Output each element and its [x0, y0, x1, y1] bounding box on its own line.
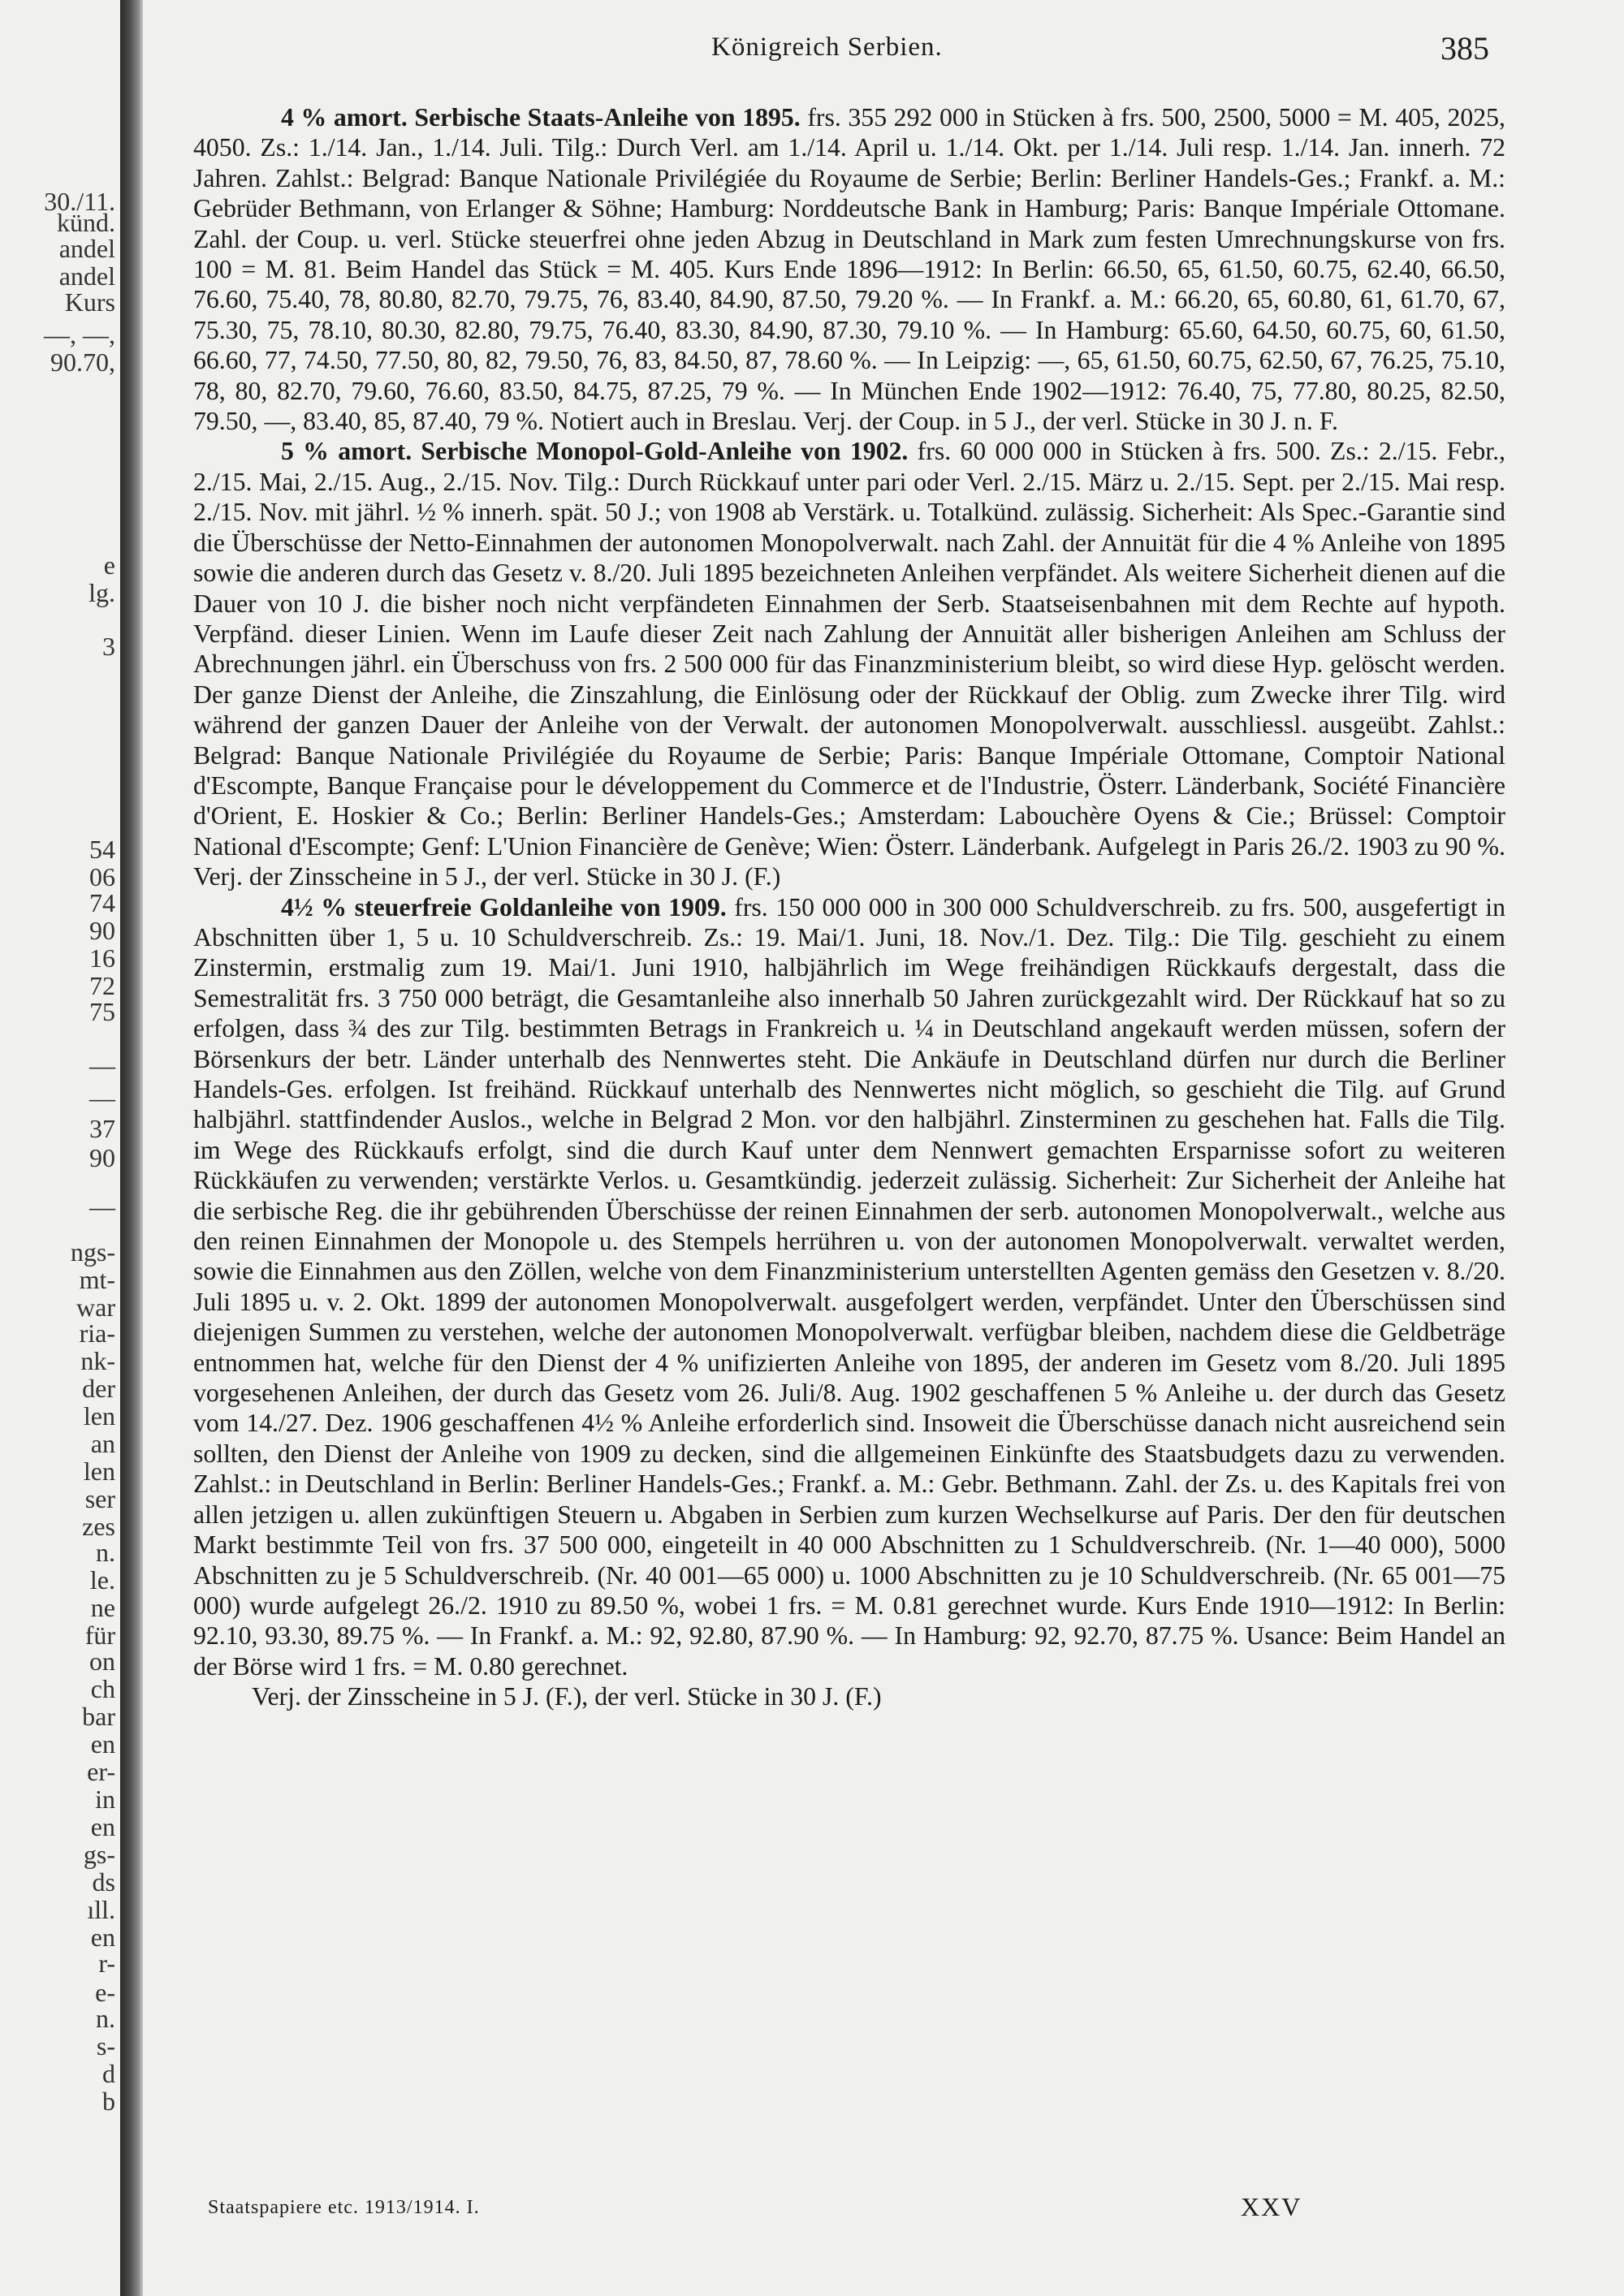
previous-page-fragment: 74	[89, 888, 115, 917]
previous-page-fragment: n.	[96, 2004, 115, 2033]
bond-entry-text	[193, 102, 1505, 436]
previous-page-fragment: 06	[89, 862, 115, 891]
previous-page-fragment: len	[83, 1401, 115, 1431]
previous-page-fragment: d	[102, 2059, 115, 2088]
previous-page-fragment: 90	[89, 1143, 115, 1172]
previous-page-fragment: in	[95, 1785, 115, 1814]
previous-page-fragment: 75	[89, 997, 115, 1026]
previous-page-fragment: ser	[84, 1484, 115, 1513]
previous-page-fragment: 90	[89, 916, 115, 945]
previous-page-fragment: le.	[89, 1565, 115, 1595]
previous-page-fragment: n.	[96, 1538, 115, 1567]
previous-page-fragment: s-	[96, 2031, 115, 2061]
bond-title: 4½ % steuerfreie Goldanleihe von 1909.	[281, 892, 727, 921]
body-text	[193, 102, 1505, 1712]
previous-page-fragment: mt-	[79, 1265, 115, 1294]
previous-page-margin	[0, 0, 120, 2296]
previous-page-fragment: ne	[90, 1593, 115, 1622]
bond-title: 5 % amort. Serbische Monopol-Gold-Anleihe von 1902.	[281, 437, 909, 466]
page-footer	[208, 2192, 1507, 2225]
previous-page-fragment: für	[84, 1621, 115, 1650]
previous-page-fragment: —	[89, 1083, 115, 1112]
bond-entry	[193, 102, 1505, 436]
page-number: 385	[1440, 30, 1489, 67]
previous-page-fragment: 54	[89, 835, 115, 864]
bond-note: Verj. der Zinsscheine in 5 J. (F.), der verl. Stücke in 30 J. (F.)	[252, 1682, 882, 1711]
bond-entry-text	[193, 436, 1505, 891]
running-head	[143, 32, 1624, 65]
previous-page-fragment: 90.70,	[50, 347, 115, 377]
bond-title: 4 % amort. Serbische Staats-Anleihe von 1895.	[281, 103, 801, 132]
previous-page-fragment: b	[102, 2087, 115, 2116]
previous-page-fragment: der	[82, 1374, 115, 1403]
previous-page-fragment: r-	[98, 1949, 115, 1978]
previous-page-fragment: bar	[82, 1702, 115, 1731]
previous-page-fragment: —, —,	[44, 320, 115, 349]
previous-page-fragment: lg.	[89, 578, 115, 607]
footer-publication: Staatspapiere etc. 1913/1914. I.	[208, 2197, 480, 2218]
previous-page-fragment: war	[76, 1293, 115, 1322]
document-page	[143, 0, 1624, 2296]
previous-page-fragment: on	[89, 1646, 115, 1676]
previous-page-fragment: e-	[95, 1978, 115, 2007]
bond-entry	[193, 436, 1505, 891]
previous-page-fragment: —	[89, 1192, 115, 1221]
previous-page-fragment: ds	[92, 1867, 115, 1897]
bond-description: frs. 355 292 000 in Stücken à frs. 500, 2500, 5000 = M. 405, 2025, 4050. Zs.: 1./14. Jan., 1./14. Juli. Tilg.: Durch Verl. am 1./14. April u. 1./14. Okt. per 1./14. Juli resp. 1./14. Jan. innerh. 72 Jahren. Zahlst.: Belgrad: Banque Nationale Privilégiée du Royaume de Serbie; Berlin: Berliner Handels-Ges.; Frankf. a. M.: Gebrüder Bethmann, von Erlanger & Söhne; Hamburg: Norddeutsche Bank in Hamburg; Paris: Banque Impériale Ottomane. Zahl. der Coup. u. verl. Stücke steuerfrei ohne jeden Abzug in Deutschland in Mark zum festen Umrechnungskurse von frs. 100 = M. 81. Beim Handel das Stück = M. 405. Kurs Ende 1896—1912: In Berlin: 66.50, 65, 61.50, 60.75, 62.40, 66.50, 76.60, 75.40, 78, 80.80, 82.70, 79.75, 76, 83.40, 84.90, 87.50, 79.20 %. — In Frankf. a. M.: 66.20, 65, 60.80, 61, 61.70, 67, 75.30, 75, 78.10, 80.30, 82.80, 79.75, 76.40, 83.30, 84.90, 87.30, 79.10 %. — In Hamburg: 65.60, 64.50, 60.75, 60, 61.50, 66.60, 77, 74.50, 77.50, 80, 82, 79.50, 76, 83, 84.50, 87, 78.60 %. — In Leipzig: —, 65, 61.50, 60.75, 62.50, 67, 76.25, 75.10, 78, 80, 82.70, 79.60, 76.60, 83.50, 84.75, 87.25, 79 %. — In München Ende 1902—1912: 76.40, 75, 77.80, 80.25, 82.50, 79.50, —, 83.40, 85, 87.40, 79 %. Notiert auch in Breslau. Verj. der Coup. in 5 J., der verl. Stücke in 30 J. n. F.	[193, 103, 1505, 436]
previous-page-fragment: andel	[58, 234, 115, 263]
previous-page-fragment: nk-	[80, 1346, 115, 1375]
previous-page-fragment: e	[103, 550, 115, 580]
previous-page-fragment: —	[89, 1051, 115, 1080]
previous-page-fragment: ıll.	[87, 1895, 115, 1924]
bond-description: frs. 150 000 000 in 300 000 Schuldverschreib. zu frs. 500, ausgefertigt in Abschnitten über 1, 5 u. 10 Schuldverschreib. Zs.: 19. Mai/1. Juni, 18. Nov./1. Dez. Tilg.: Die Tilg. geschieht zu einem Zinstermin, erstmalig zum 19. Mai/1. Juni 1910, halbjährlich im Wege freihändigen Rückkaufs dergestalt, dass die Semestralität frs. 3 750 000 beträgt, die Gesamtanleihe also innerhalb 50 Jahren zurückgezahlt wird. Der Rückkauf hat so zu erfolgen, dass ¾ des zur Tilg. bestimmten Betrags in Frankreich u. ¼ in Deutschland angekauft werden müssen, sofern der Börsenkurs der betr. Länder unterhalb des Nennwertes steht. Die Ankäufe in Deutschland dürfen nur durch die Berliner Handels-Ges. erfolgen. Ist freihänd. Rückkauf unterhalb des Nennwertes nicht möglich, so geschieht die Tilg. auf Grund halbjährl. stattfindender Auslos., welche in Belgrad 2 Mon. vor den halbjährl. Zinsterminen zu geschehen hat. Falls die Tilg. im Wege des Rückkaufs erfolgt, sind die durch Kauf unter dem Nennwert gemachten Ersparnisse sofort zu weiteren Rückkäufen zu verwenden; verstärkte Verlos. u. Gesamtkündig. jederzeit zulässig. Sicherheit: Zur Sicherheit der Anleihe hat die serbische Reg. die ihr gebührenden Überschüsse der reinen Einnahmen der serb. autonomen Monopolverwalt., welche aus den reinen Einnahmen der Monopole u. des Stempels herrühren u. von der autonomen Monopolverwalt. verwaltet werden, sowie die Einnahmen aus den Zöllen, welche von dem Finanzministerium unterstellten Agenten gemäss den Gesetzen v. 8./20. Juli 1895 u. v. 2. Okt. 1899 der autonomen Monopolverwalt. ausgefolgert werden, verpfändet. Unter den Überschüssen sind diejenigen Summen zu verstehen, welche der autonomen Monopolverwalt. verfügbar bleiben, nachdem diese die Geldbeträge entnommen hat, welche für den Dienst der 4 % unifizierten Anleihe von 1895, der anderen im Gesetz vom 8./20. Juli 1895 vorgesehenen Anleihen, der durch das Gesetz vom 26. Juli/8. Aug. 1902 geschaffenen 5 % Anleihe u. der durch das Gesetz vom 14./27. Dez. 1906 geschaffenen 4½ % Anleihe erforderlich sind. Insoweit die Überschüsse danach nicht ausreichend sein sollten, den Dienst der Anleihe von 1909 zu decken, sind die allgemeinen Einkünfte des Staatsbudgets dazu zu verwenden. Zahlst.: in Deutschland in Berlin: Berliner Handels-Ges.; Frankf. a. M.: Gebr. Bethmann. Zahl. der Zs. u. des Kapitals frei von allen jetzigen u. allen zukünftigen Steuern u. Abgaben in Serbien zum kurzen Wechselkurse auf Paris. Der den für deutschen Markt bestimmte Teil von frs. 37 500 000, eingeteilt in 40 000 Abschnitten zu 1 Schuldverschreib. (Nr. 1—40 000), 5000 Abschnitten zu je 5 Schuldverschreib. (Nr. 40 001—65 000) u. 1000 Abschnitten zu je 10 Schuldverschreib. (Nr. 65 001—75 000) wurde aufgelegt 26./2. 1910 zu 89.50 %, wobei 1 frs. = M. 0.81 gerechnet wurde. Kurs Ende 1910—1912: In Berlin: 92.10, 93.30, 89.75 %. — In Frankf. a. M.: 92, 92.80, 87.90 %. — In Hamburg: 92, 92.70, 87.75 %. Usance: Beim Handel an der Börse wird 1 frs. = M. 0.80 gerechnet.	[193, 892, 1506, 1681]
previous-page-fragment: Kurs	[64, 287, 115, 317]
previous-page-fragment: en	[90, 1729, 115, 1759]
previous-page-fragment: künd.	[57, 208, 115, 237]
previous-page-fragment: en	[90, 1812, 115, 1841]
previous-page-fragment: ch	[90, 1674, 115, 1703]
previous-page-fragment: zes	[82, 1512, 115, 1541]
previous-page-fragment: 37	[89, 1114, 115, 1143]
book-gutter	[120, 0, 143, 2296]
previous-page-fragment: 3	[102, 632, 115, 661]
bond-entry-text	[193, 892, 1505, 1682]
running-title: Königreich Serbien.	[711, 32, 943, 62]
previous-page-fragment: 72	[89, 971, 115, 1000]
footer-signature: XXV	[1241, 2192, 1302, 2221]
previous-page-fragment: er-	[87, 1757, 115, 1786]
previous-page-fragment: len	[83, 1457, 115, 1486]
bond-description: frs. 60 000 000 in Stücken à frs. 500. Zs.: 2./15. Febr., 2./15. Mai, 2./15. Aug., 2./15. Nov. Tilg.: Durch Rückkauf unter pari oder Verl. 2./15. März u. 2./15. Sept. per 2./15. Mai resp. 2./15. Nov. mit jährl. ½ % innerh. spät. 50 J.; von 1908 ab Verstärk. u. Totalkünd. zulässig. Sicherheit: Als Spec.-Garantie sind die Überschüsse der Netto-Einnahmen der autonomen Monopolverwalt. nach Zahl. der Annuität für die 4 % Anleihe von 1895 sowie die anderen durch das Gesetz v. 8./20. Juli 1895 bezeichneten Anleihen verpfändet. Als weitere Sicherheit dienen auf die Dauer von 10 J. die bisher noch nicht verpfändeten Einnahmen der Serb. Staatseisenbahnen mit dem Rechte auf hypoth. Verpfänd. dieser Linien. Wenn im Laufe dieser Zeit nach Zahlung der Annuität aller bisherigen Anleihen am Schluss der Abrechnungen jährl. ein Überschuss von frs. 2 500 000 für das Finanzministerium bleibt, so wird diese Hyp. gelöscht werden. Der ganze Dienst der Anleihe, die Zinszahlung, die Einlösung oder der Rückkauf der Oblig. zum Zwecke ihrer Tilg. wird während der ganzen Dauer der Anleihe von der Verwalt. der autonomen Monopolverwalt. ausschliessl. ausgeübt. Zahlst.: Belgrad: Banque Nationale Privilégiée du Royaume de Serbie; Paris: Banque Impériale Ottomane, Comptoir National d'Escompte, Banque Française pour le développement du Commerce et de l'Industrie, Österr. Länderbank, Société Financière d'Orient, E. Hoskier & Co.; Berlin: Berliner Handels-Ges.; Amsterdam: Labouchère Oyens & Cie.; Brüssel: Comptoir National d'Escompte; Genf: L'Union Financière de Genève; Wien: Österr. Länderbank. Aufgelegt in Paris 26./2. 1903 zu 90 %. Verj. der Zinsscheine in 5 J., der verl. Stücke in 30 J. (F.)	[193, 437, 1506, 891]
previous-page-fragment: ria-	[79, 1318, 115, 1348]
previous-page-fragment: gs-	[83, 1840, 115, 1869]
previous-page-fragment: an	[90, 1429, 115, 1458]
previous-page-fragment: ngs-	[70, 1237, 115, 1267]
previous-page-fragment: 30./11.	[44, 187, 115, 216]
previous-page-fragment: 16	[89, 943, 115, 973]
bond-entry	[193, 892, 1505, 1712]
previous-page-fragment: en	[90, 1923, 115, 1952]
previous-page-fragment: andel	[58, 261, 115, 291]
